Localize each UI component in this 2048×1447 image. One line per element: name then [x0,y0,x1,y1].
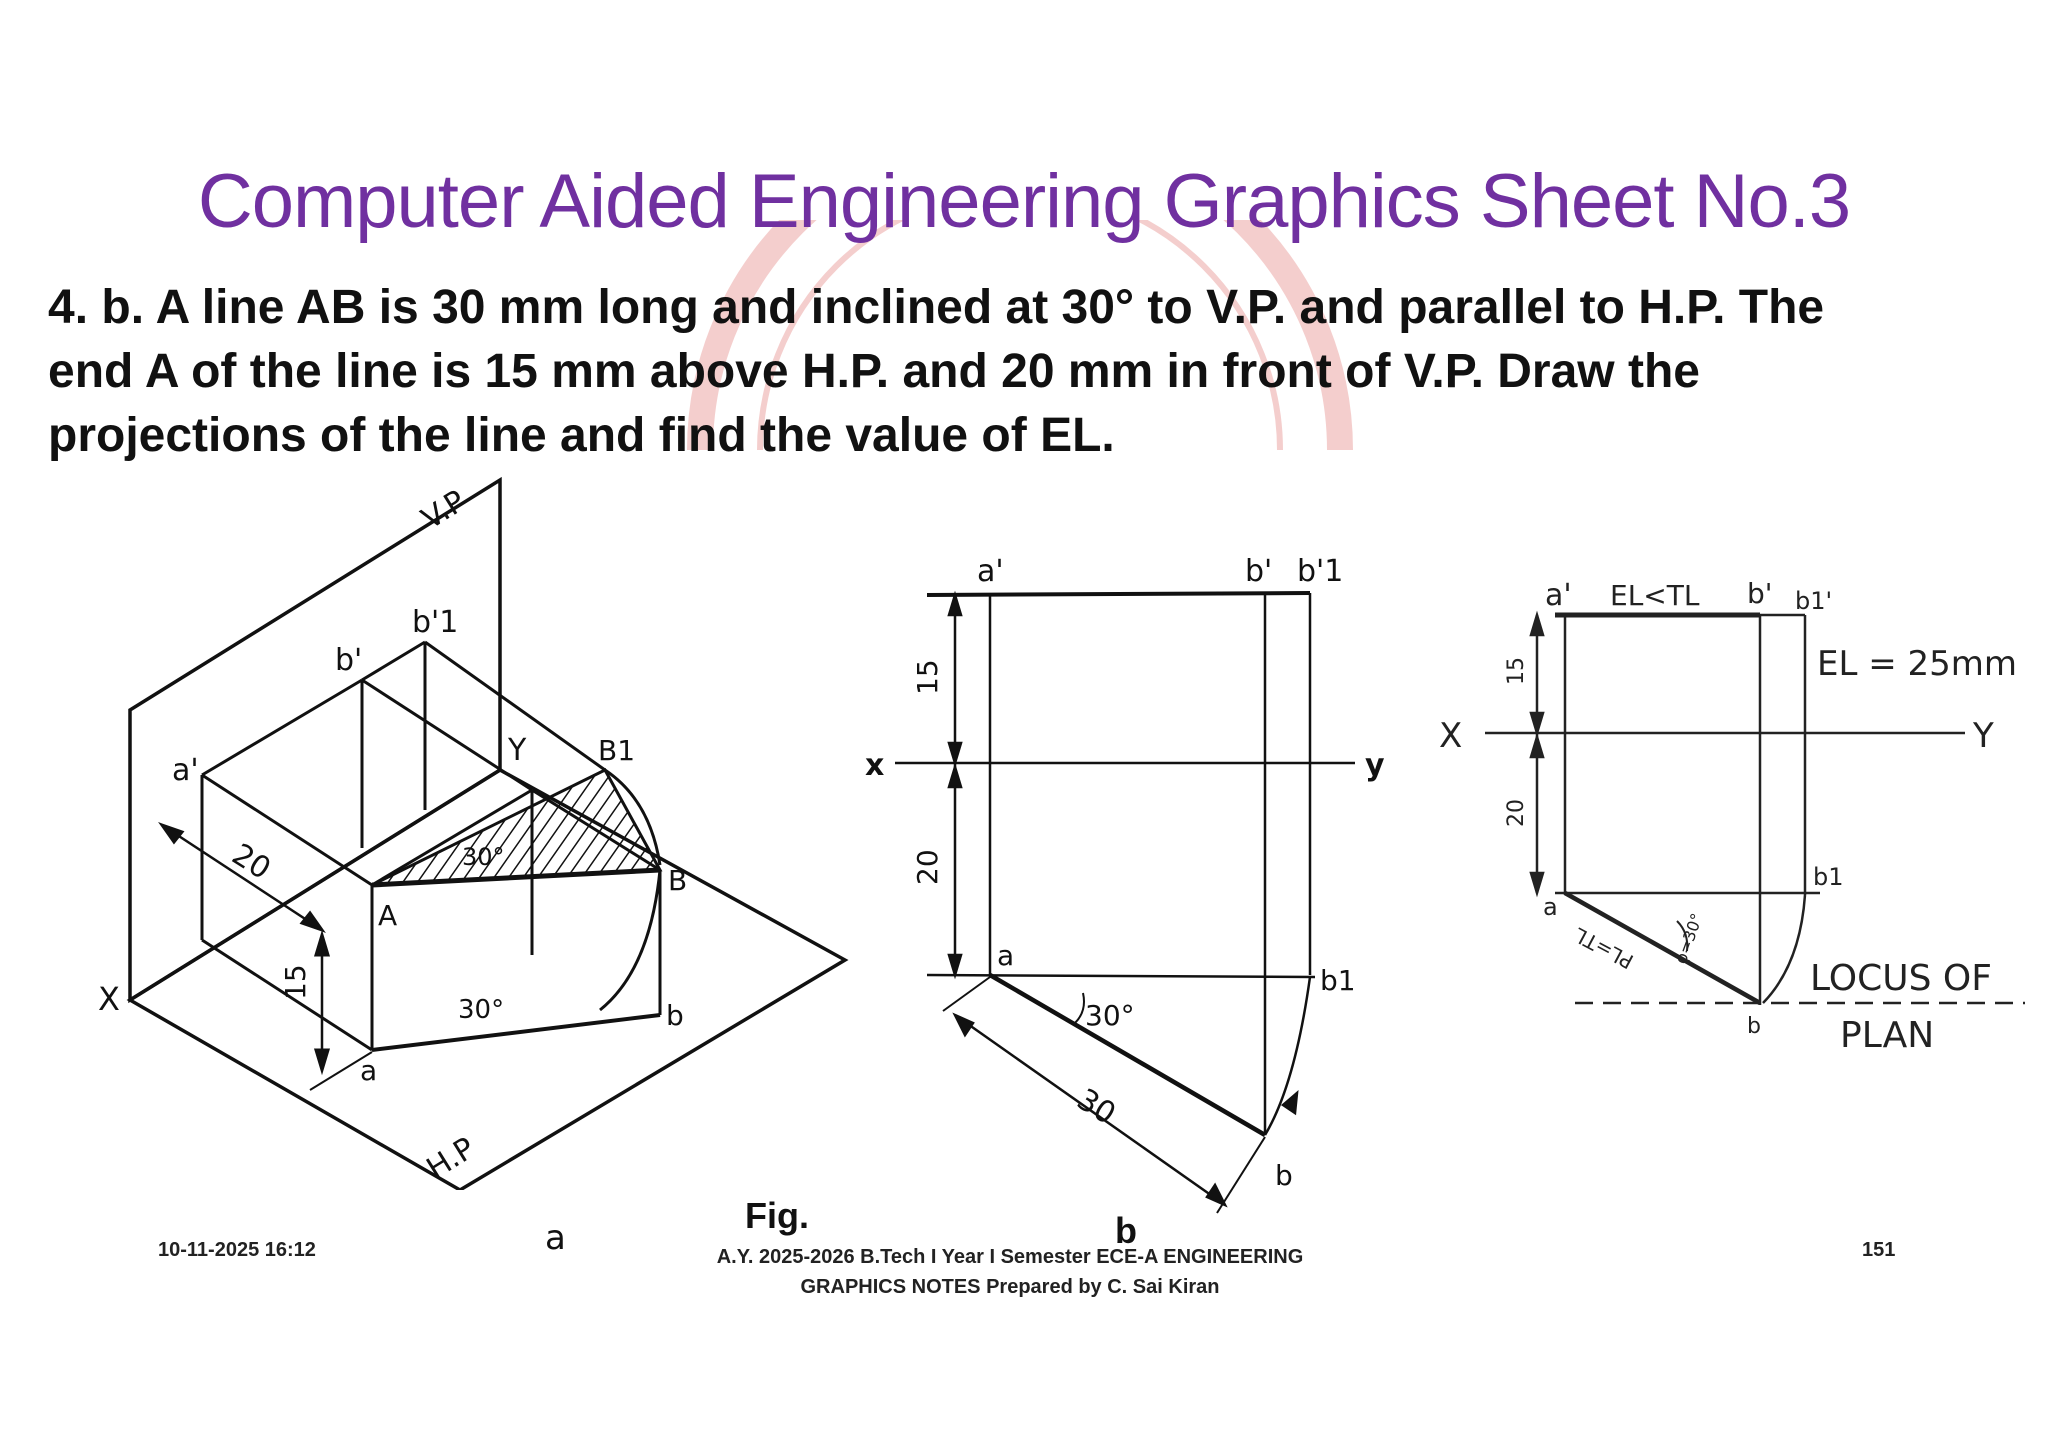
label-angle: 30° [1085,999,1135,1032]
figure-a-pictorial [90,470,870,1190]
label-b1-dash: b'1 [1297,554,1344,589]
label-b-dash: b' [335,643,363,678]
label-angle-bottom: 30° [458,995,505,1025]
label-b1-dash: b1' [1795,587,1833,615]
label-b-dash: b' [1747,577,1773,610]
question-line-1: 4. b. A line AB is 30 mm long and inclined at 30° to V.P. and parallel to H.P. The [48,281,1825,334]
label-el-value: EL = 25mm [1817,644,2018,684]
label-a-dash: a' [977,554,1004,589]
label-vp: V.P [415,483,472,537]
question-line-3: projections of the line and find the value of EL. [48,409,1115,462]
label-small-b: b [1275,1159,1293,1192]
fig-label: Fig. [745,1195,809,1236]
label-dim-15: 15 [279,964,312,1000]
label-angle-top: 30° [462,843,505,871]
label-phi: φ=30° [1670,910,1707,967]
figure-c-solution [1425,565,2045,1075]
label-a-dash: a' [1545,578,1572,613]
label-el-tl: EL<TL [1610,579,1700,612]
label-x: X [1439,716,1463,756]
label-y: y [1365,748,1385,783]
label-x: X [98,980,120,1018]
label-small-b1: b1 [1813,863,1844,891]
question-text [48,276,2008,468]
label-dim-30: 30 [1070,1082,1122,1133]
label-locus-2: PLAN [1840,1015,1935,1056]
figure-b-orthographic [855,545,1415,1225]
figure-b-caption: b [1115,1210,1137,1251]
figure-a-caption: a [545,1218,566,1258]
footer-line-1: A.Y. 2025-2026 B.Tech I Year I Semester ECE-A ENGINEERING [716,1246,1304,1268]
label-x: x [865,748,885,783]
label-a-dash: a' [172,753,199,788]
label-y: Y [508,733,527,768]
label-y: Y [1973,716,1994,756]
label-dim-20: 20 [225,837,277,888]
label-small-a: a [997,939,1015,972]
label-small-b1: b1 [1320,964,1356,997]
label-locus-1: LOCUS OF [1810,958,1992,999]
footer-line-2: GRAPHICS NOTES Prepared by C. Sai Kiran [800,1276,1220,1298]
label-b1-dash: b'1 [412,605,459,640]
label-dim-15: 15 [1504,657,1529,685]
question-line-2: end A of the line is 15 mm above H.P. and 20 mm in front of V.P. Draw the [48,345,1700,398]
slide-title: Computer Aided Engineering Graphics Sheet No.3 [197,159,1851,244]
page-number: 151 [1862,1239,1896,1261]
footer-course [660,1242,1360,1302]
label-big-a: A [378,899,398,932]
label-big-b1: B1 [598,734,636,767]
footer-date: 10-11-2025 16:12 [158,1239,316,1261]
label-pl-tl: PL=TL [1570,922,1638,974]
label-dim-20: 20 [911,849,944,885]
label-small-a: a [1543,893,1558,921]
label-small-a: a [360,1054,378,1087]
label-dim-20: 20 [1504,799,1529,827]
label-small-b: b [666,999,684,1032]
label-small-b: b [1747,1014,1761,1039]
label-big-b: B [668,864,688,897]
label-b-dash: b' [1245,554,1273,589]
true-length-triangle [372,770,660,885]
label-hp: H.P [420,1130,482,1187]
label-dim-15: 15 [911,659,944,695]
